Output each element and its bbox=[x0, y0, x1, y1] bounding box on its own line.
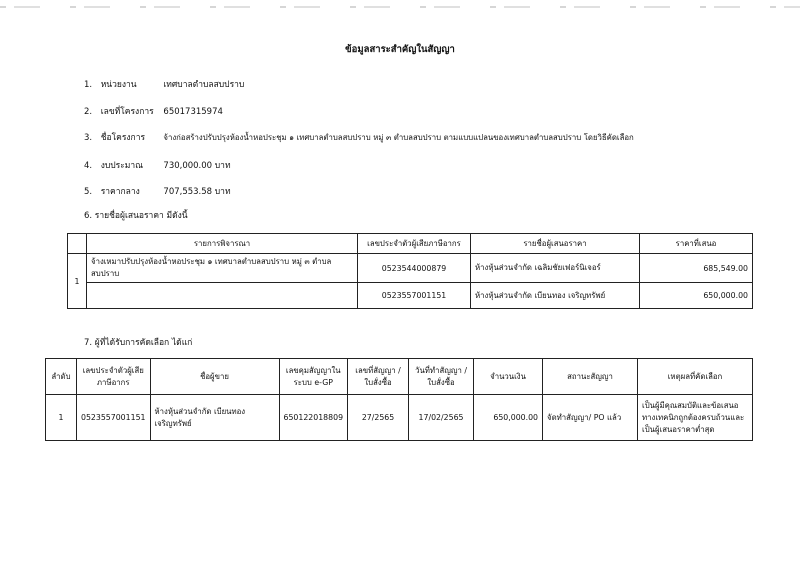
row-tax-id: 0523557001151 bbox=[77, 395, 151, 441]
row-amount: 650,000.00 bbox=[474, 395, 543, 441]
field-number: 4. bbox=[84, 161, 93, 171]
row-date: 17/02/2565 bbox=[409, 395, 474, 441]
field-project-name bbox=[84, 130, 634, 144]
header-status: สถานะสัญญา bbox=[543, 359, 638, 395]
field-agency bbox=[84, 77, 244, 91]
field-number: 2. bbox=[84, 107, 93, 117]
field-label: เลขที่โครงการ bbox=[100, 107, 154, 117]
section7-heading: 7. ผู้ที่ได้รับการคัดเลือก ได้แก่ bbox=[84, 338, 193, 348]
document-title: ข้อมูลสาระสำคัญในสัญญา bbox=[345, 44, 455, 55]
selected-table bbox=[45, 358, 753, 441]
item-number: 1 bbox=[68, 254, 87, 309]
field-number: 3. bbox=[84, 133, 93, 143]
scan-artifact bbox=[0, 6, 800, 8]
header-amount: จำนวนเงิน bbox=[474, 359, 543, 395]
table-row bbox=[46, 395, 753, 441]
row-contract-no: 27/2565 bbox=[348, 395, 409, 441]
header-contract-no: เลขที่สัญญา / ใบสั่งซื้อ bbox=[348, 359, 409, 395]
bid-price: 685,549.00 bbox=[640, 254, 753, 283]
field-value: จ้างก่อสร้างปรับปรุงห้องน้ำหอประชุม ๑ เทศบาลตำบลสบปราบ หมู่ ๓ ตำบลสบปราบ ตามแบบแปลนของเทศบาลตำบลสบปราบ โดยวิธีคัดเลือก bbox=[163, 133, 634, 142]
bidder-tax-id: 0523544000879 bbox=[358, 254, 471, 283]
field-value: 707,553.58 บาท bbox=[163, 187, 231, 197]
header-price: ราคาที่เสนอ bbox=[640, 234, 753, 254]
header-bidder: รายชื่อผู้เสนอราคา bbox=[471, 234, 640, 254]
header-reason: เหตุผลที่คัดเลือก bbox=[638, 359, 753, 395]
bidder-name: ห้างหุ้นส่วนจำกัด เฉลิมชัยเฟอร์นิเจอร์ bbox=[471, 254, 640, 283]
row-reason: เป็นผู้มีคุณสมบัติและข้อเสนอทางเทคนิกถูกต้องครบถ้วนและเป็นผู้เสนอราคาต่ำสุด bbox=[638, 395, 753, 441]
field-label: ราคากลาง bbox=[100, 187, 140, 197]
bidder-tax-id: 0523557001151 bbox=[358, 283, 471, 309]
header-seller: ชื่อผู้ขาย bbox=[150, 359, 279, 395]
header-tax-id: เลขประจำตัวผู้เสียภาษีอากร bbox=[77, 359, 151, 395]
row-status: จัดทำสัญญา/ PO แล้ว bbox=[543, 395, 638, 441]
header-cell bbox=[68, 234, 87, 254]
field-value: 730,000.00 บาท bbox=[163, 161, 231, 171]
item-name: จ้างเหมาปรับปรุงห้องน้ำหอประชุม ๑ เทศบาลตำบลสบปราบ หมู่ ๓ ตำบลสบปราบ bbox=[87, 254, 358, 283]
field-median-price bbox=[84, 184, 231, 198]
empty-cell bbox=[87, 283, 358, 309]
table-row bbox=[68, 283, 753, 309]
field-budget bbox=[84, 158, 231, 172]
field-label: ชื่อโครงการ bbox=[100, 133, 146, 143]
field-project-number bbox=[84, 104, 223, 118]
field-value: เทศบาลตำบลสบปราบ bbox=[163, 80, 245, 90]
bid-price: 650,000.00 bbox=[640, 283, 753, 309]
header-item: รายการพิจารณา bbox=[87, 234, 358, 254]
header-tax-id: เลขประจำตัวผู้เสียภาษีอากร bbox=[358, 234, 471, 254]
row-egp: 650122018809 bbox=[279, 395, 348, 441]
section6-heading: 6. รายชื่อผู้เสนอราคา มีดังนี้ bbox=[84, 211, 188, 221]
header-egp: เลขคุมสัญญาในระบบ e-GP bbox=[279, 359, 348, 395]
row-no: 1 bbox=[46, 395, 77, 441]
field-number: 1. bbox=[84, 80, 93, 90]
field-number: 5. bbox=[84, 187, 93, 197]
table-row bbox=[68, 254, 753, 283]
row-seller: ห้างหุ้นส่วนจำกัด เบียนทอง เจริญทรัพย์ bbox=[150, 395, 279, 441]
bidder-name: ห้างหุ้นส่วนจำกัด เบียนทอง เจริญทรัพย์ bbox=[471, 283, 640, 309]
bidders-table bbox=[67, 233, 753, 309]
field-label: งบประมาณ bbox=[100, 161, 144, 171]
header-date: วันที่ทำสัญญา / ใบสั่งซื้อ bbox=[409, 359, 474, 395]
field-value: 65017315974 bbox=[163, 107, 223, 117]
field-label: หน่วยงาน bbox=[100, 80, 137, 90]
header-no: ลำดับ bbox=[46, 359, 77, 395]
